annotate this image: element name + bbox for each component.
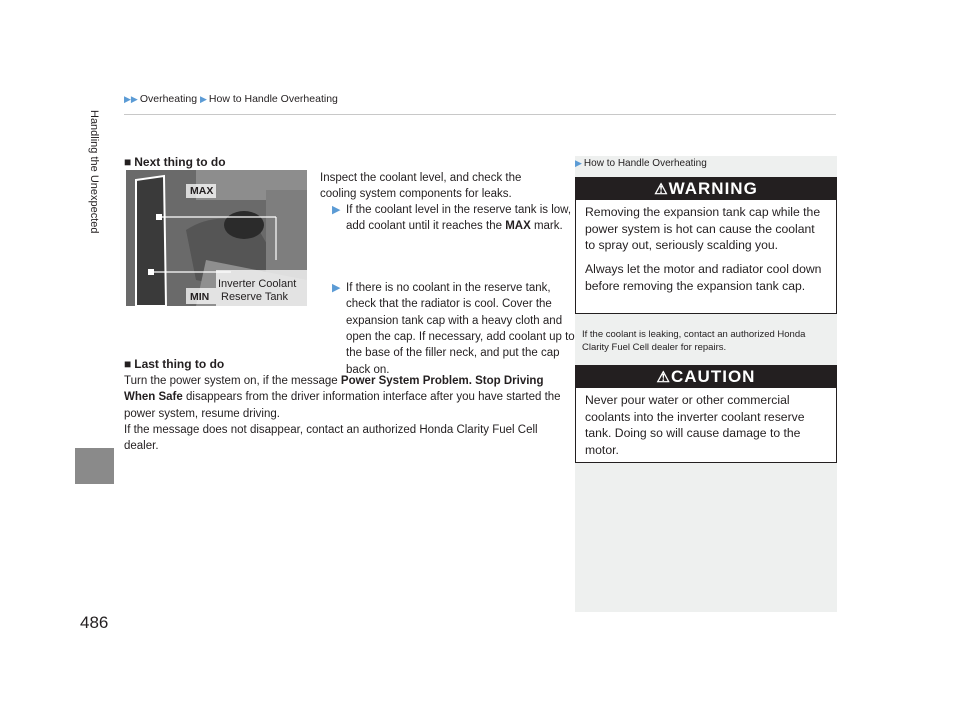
side-tab-marker (75, 448, 114, 484)
chevron-right-icon: ▶▶ (124, 94, 138, 104)
caution-triangle-icon: ⚠ (656, 369, 671, 386)
caution-text: Never pour water or other commercial coolants into the inverter coolant reserve tank. Doing so will cause damage to the motor. (585, 393, 805, 457)
chevron-right-icon: ▶ (199, 94, 207, 104)
last-paragraph-1: Turn the power system on, if the message Power System Problem. Stop Driving When Safe disappears from the driver information interface after you have started the power system, resume driving. (124, 375, 561, 420)
warning-text-2: Always let the motor and radiator cool down before removing the expansion tank cap. (585, 262, 822, 293)
leak-note: If the coolant is leaking, contact an authorized Honda Clarity Fuel Cell dealer for repairs. (582, 329, 806, 353)
breadcrumb (124, 93, 338, 105)
note-heading: ▶ How to Handle Overheating (575, 158, 707, 169)
tank-label-line1: Inverter Coolant (218, 278, 297, 290)
warning-box (575, 177, 837, 314)
side-tab-label: Handling the Unexpected (88, 110, 100, 234)
warning-triangle-icon: ⚠ (654, 181, 669, 198)
last-paragraph-2: If the message does not disappear, contact an authorized Honda Clarity Fuel Cell dealer. (124, 424, 538, 453)
section-heading-next: ■ Next thing to do (124, 155, 226, 169)
breadcrumb-item-overheating[interactable]: Overheating (139, 93, 198, 105)
header-divider (124, 114, 836, 115)
arrow-bullet-icon: ▶ (332, 204, 341, 216)
max-label: MAX (190, 185, 214, 197)
bullet-low-coolant: ▶ If the coolant level in the reserve tank is low, add coolant until it reaches the MAX mark. (332, 204, 572, 233)
breadcrumb-item-how-to-handle[interactable]: How to Handle Overheating (208, 93, 338, 105)
section-heading-last: ■ Last thing to do (124, 357, 225, 371)
caution-header: ⚠CAUTION (576, 366, 836, 388)
chevron-right-icon: ▶ (575, 158, 582, 168)
tank-label-line2: Reserve Tank (221, 291, 289, 303)
square-bullet-icon: ■ (124, 357, 132, 371)
warning-header: ⚠WARNING (576, 178, 836, 200)
tank-label (218, 278, 296, 304)
caution-box (575, 365, 837, 463)
square-bullet-icon: ■ (124, 155, 132, 169)
next-intro: Inspect the coolant level, and check the cooling system components for leaks. (320, 172, 522, 201)
min-label: MIN (190, 291, 210, 303)
bullet-no-coolant: ▶ If there is no coolant in the reserve tank, check that the radiator is cool. Cover the expansion tank cap with a heavy cloth and open the cap. If necessary, add coolant up to the base of the filler neck, and put the cap back on. (332, 281, 575, 376)
page-number: 486 (80, 613, 109, 632)
arrow-bullet-icon: ▶ (332, 281, 341, 294)
warning-text-1: Removing the expansion tank cap while the power system is hot can cause the coolant to spray out, seriously scalding you. (585, 205, 821, 253)
